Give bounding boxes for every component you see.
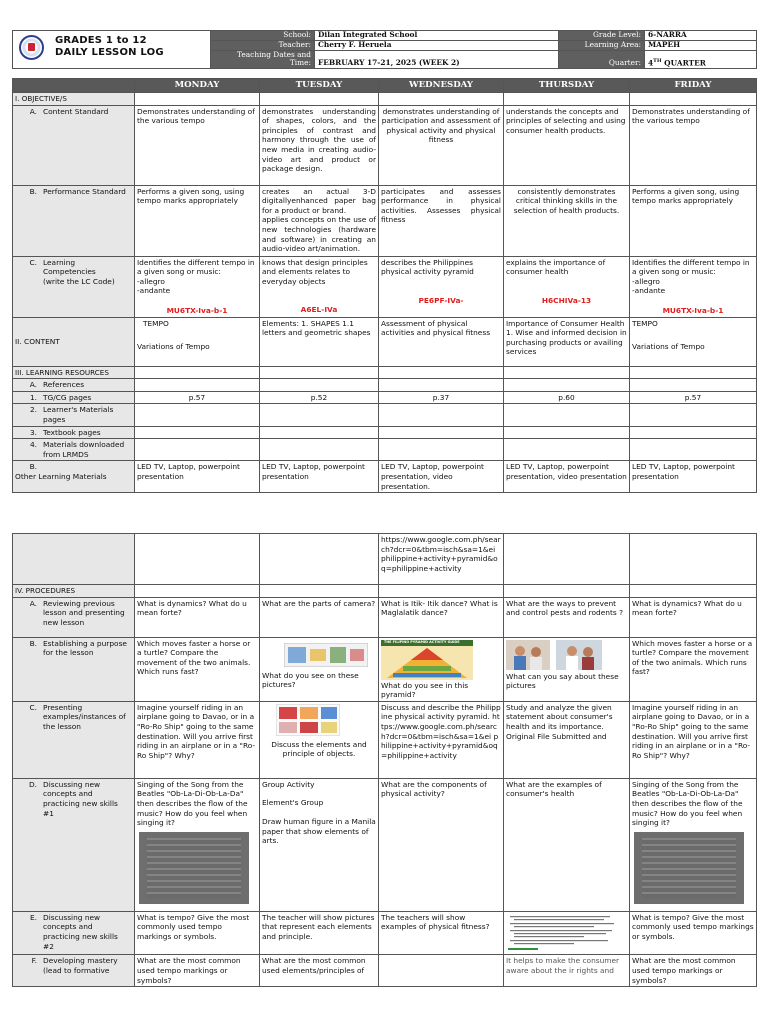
cell-competency-tue: knows that design principles and elements relates to everyday objects A6EL-IVa	[260, 256, 379, 317]
cell-discussing1-fri: Singing of the Song from the Beatles "Ob-La-Di-Ob-La-Da" then describes the flow of the music? How do you feel when singing it?	[630, 778, 757, 911]
cell-discussing1-tue: Group Activity Element's Group Draw human figure in a Manila paper that show elements of arts.	[260, 778, 379, 911]
cell-discussing2-fri: What is tempo? Give the most commonly used tempo markings or symbols.	[630, 911, 757, 955]
cell-performance-mon: Performs a given song, using tempo marks appropriately	[135, 185, 260, 256]
quarter-value: 4TH QUARTER	[645, 50, 757, 69]
cell-performance-tue: creates an actual 3-D digitallyenhanced paper bag for a product or brand. applies concepts on the use of new technologies (hardware and software) in creating an audio-video art/animation.	[260, 185, 379, 256]
cell-presenting-mon: Imagine yourself riding in an airplane going to Davao, or in a "Ro-Ro Ship" going to the same destination. Will you arrive first riding in an airplane or in a "Ro-Ro Ship"? Why?	[135, 701, 260, 778]
school-value: Dilan Integrated School	[315, 31, 559, 41]
cell-tg-thu: p.60	[504, 391, 630, 404]
row-label-tg-pages: 1. TG/CG pages	[13, 391, 135, 404]
lc-code-wed: PE6PF-IVa-	[418, 295, 464, 305]
cell-materials-wed: LED TV, Laptop, powerpoint presentation, video presentation.	[379, 461, 504, 493]
cell-mastery-mon: What are the most common used tempo markings or symbols?	[135, 955, 260, 987]
section-content: II. CONTENT	[13, 317, 135, 366]
corner-cell	[13, 79, 135, 93]
cell-review-thu: What are the ways to prevent and control pests and rodents ?	[504, 597, 630, 637]
cell-purpose-wed: What do you see in this pyramid?	[379, 637, 504, 701]
consumer-health-bullets-image	[506, 913, 624, 951]
cell-presenting-fri: Imagine yourself riding in an airplane going to Davao, or in a "Ro-Ro Ship" going to the same destination. Will you arrive first riding in an airplane or in a "Ro-Ro Ship"? Why?	[630, 701, 757, 778]
dates-label: Teaching Dates and Time:	[211, 50, 315, 69]
cell-purpose-tue: What do you see on these pictures?	[260, 637, 379, 701]
cell-competency-thu: explains the importance of consumer health H6CHIVa-13	[504, 256, 630, 317]
cell-content-standard-tue: demonstrates understanding of shapes, colors, and the principles of contrast and harmony through the use of new media in creating audio-video art and product or package design.	[260, 105, 379, 185]
lc-code-thu: H6CHIVa-13	[541, 295, 592, 305]
consumer-health-pictures-image	[506, 640, 602, 670]
cell-performance-fri: Performs a given song, using tempo marks appropriately	[630, 185, 757, 256]
lesson-table-page1	[12, 78, 756, 493]
cell-mastery-tue: What are the most common used elements/principles of	[260, 955, 379, 987]
section-objectives: I. OBJECTIVE/S	[13, 93, 135, 106]
teacher-value: Cherry F. Heruela	[315, 40, 559, 50]
day-thursday: THURSDAY	[504, 79, 630, 93]
cell-discussing2-tue: The teacher will show pictures that represent each elements and principle.	[260, 911, 379, 955]
cell-competency-mon: Identifies the different tempo in a given song or music: -allegro -andante MU6TX-Iva-b-1	[135, 256, 260, 317]
row-label-presenting: C. Presenting examples/instances of the lesson	[13, 701, 135, 778]
cell-discussing2-wed: The teachers will show examples of physical fitness?	[379, 911, 504, 955]
row-label-other-materials: B.Other Learning Materials	[13, 461, 135, 493]
cell-purpose-thu: What can you say about these pictures	[504, 637, 630, 701]
cell-content-standard-thu: understands the concepts and principles of selecting and using consumer health products.	[504, 105, 630, 185]
section-procedures: IV. PROCEDURES	[13, 585, 135, 598]
dates-value: FEBRUARY 17-21, 2025 (WEEK 2)	[315, 50, 559, 69]
cell-content-tue: Elements: 1. SHAPES 1.1 letters and geometric shapes	[260, 317, 379, 366]
cell-mastery-thu: It helps to make the consumer aware about the ir rights and	[504, 955, 630, 987]
day-friday: FRIDAY	[630, 79, 757, 93]
cell-performance-wed: participates and assesses performance in physical activities. Assesses physical fitness	[379, 185, 504, 256]
song-lyrics-image	[634, 832, 744, 904]
header-logo-block	[13, 31, 211, 69]
cell-competency-fri: Identifies the different tempo in a given song or music: -allegro -andante MU6TX-Iva-b-1	[630, 256, 757, 317]
row-label-discussing-2: E. Discussing new concepts and practicing new skills #2	[13, 911, 135, 955]
row-label-learning-competencies: C. Learning Competencies (write the LC Code)	[13, 256, 135, 317]
shapes-pictures-image	[284, 643, 368, 667]
row-label-reviewing: A. Reviewing previous lesson and presenting new lesson	[13, 597, 135, 637]
cell-content-wed: Assessment of physical activities and physical fitness	[379, 317, 504, 366]
cell-review-tue: What are the parts of camera?	[260, 597, 379, 637]
cell-content-standard-fri: Demonstrates understanding of the various tempo	[630, 105, 757, 185]
cell-content-standard-wed: demonstrates understanding of participation and assessment of physical activity and physical fitness	[379, 105, 504, 185]
elements-principles-image	[276, 704, 340, 736]
cell-content-mon: TEMPO Variations of Tempo	[135, 317, 260, 366]
lesson-table-page2	[12, 533, 756, 987]
cell-tg-wed: p.37	[379, 391, 504, 404]
area-label: Learning Area:	[559, 40, 645, 50]
lc-code-tue: A6EL-IVa	[300, 305, 338, 315]
row-label-purpose: B. Establishing a purpose for the lesson	[13, 637, 135, 701]
row-label-discussing-1: D. Discussing new concepts and practicing new skills #1	[13, 778, 135, 911]
lesson-log-header	[12, 30, 756, 69]
cell-mastery-wed	[379, 955, 504, 987]
cell-mastery-fri: What are the most common used tempo markings or symbols?	[630, 955, 757, 987]
cell-materials-thu: LED TV, Laptop, powerpoint presentation, video presentation	[504, 461, 630, 493]
cell-competency-wed: describes the Philippines physical activity pyramid PE6PF-IVa-	[379, 256, 504, 317]
teacher-label: Teacher:	[211, 40, 315, 50]
deped-seal-icon	[19, 35, 44, 60]
cell-purpose-mon: Which moves faster a horse or a turtle? Compare the movement of the two animals. Which runs fast?	[135, 637, 260, 701]
cell-presenting-tue: Discuss the elements and principle of objects.	[260, 701, 379, 778]
title-grades: GRADES 1 to 12	[55, 35, 147, 46]
title-daily-lesson-log: DAILY LESSON LOG	[55, 47, 164, 58]
cell-review-fri: What is dynamics? What do u mean forte?	[630, 597, 757, 637]
cell-content-thu: Importance of Consumer Health 1. Wise and informed decision in purchasing products or availing services	[504, 317, 630, 366]
row-label-textbook-pages: 3. Textbook pages	[13, 426, 135, 439]
cell-url-wed: https://www.google.com.ph/search?dcr=0&tbm=isch&sa=1&ei philippine+activity+pyramid&oq=philippine+activity	[379, 534, 504, 585]
cell-content-fri: TEMPO Variations of Tempo	[630, 317, 757, 366]
song-lyrics-image	[139, 832, 249, 904]
row-label-content-standard: A. Content Standard	[13, 105, 135, 185]
cell-materials-mon: LED TV, Laptop, powerpoint presentation	[135, 461, 260, 493]
cell-purpose-fri: Which moves faster a horse or a turtle? Compare the movement of the two animals. Which runs fast?	[630, 637, 757, 701]
row-label-learners-materials: 2. Learner's Materials pages	[13, 404, 135, 426]
school-label: School:	[211, 31, 315, 41]
lc-code-mon: MU6TX-Iva-b-1	[166, 305, 228, 315]
row-label-developing-mastery: F. Developing mastery (lead to formative	[13, 955, 135, 987]
day-tuesday: TUESDAY	[260, 79, 379, 93]
cell-materials-fri: LED TV, Laptop, powerpoint presentation	[630, 461, 757, 493]
cell-presenting-wed: Discuss and describe the Philippine physical activity pyramid. https://www.google.com.ph/search?dcr=0&tbm=isch&sa=1&ei philippine+activity+pyramid&oq=philippine+activity	[379, 701, 504, 778]
quarter-label: Quarter:	[559, 50, 645, 69]
grade-value: 6-NARRA	[645, 31, 757, 41]
cell-materials-tue: LED TV, Laptop, powerpoint presentation	[260, 461, 379, 493]
area-value: MAPEH	[645, 40, 757, 50]
grade-label: Grade Level:	[559, 31, 645, 41]
cell-performance-thu: consistently demonstrates critical thinking skills in the selection of health products.	[504, 185, 630, 256]
row-label-lrmds: 4. Materials downloaded from LRMDS	[13, 439, 135, 461]
cell-discussing1-wed: What are the components of physical activity?	[379, 778, 504, 911]
cell-tg-fri: p.57	[630, 391, 757, 404]
activity-pyramid-image	[381, 640, 473, 680]
day-monday: MONDAY	[135, 79, 260, 93]
cell-tg-mon: p.57	[135, 391, 260, 404]
lc-code-fri: MU6TX-Iva-b-1	[662, 305, 724, 315]
cell-discussing2-mon: What is tempo? Give the most commonly used tempo markings or symbols.	[135, 911, 260, 955]
cell-discussing1-mon: Singing of the Song from the Beatles "Ob-La-Di-Ob-La-Da" then describes the flow of the music? How do you feel when singing it?	[135, 778, 260, 911]
cell-discussing1-thu: What are the examples of consumer's health	[504, 778, 630, 911]
row-label-references: A. References	[13, 379, 135, 392]
cell-tg-tue: p.52	[260, 391, 379, 404]
cell-presenting-thu: Study and analyze the given statement about consumer's health and its importance. Original File Submitted and	[504, 701, 630, 778]
cell-content-standard-mon: Demonstrates understanding of the various tempo	[135, 105, 260, 185]
cell-discussing2-thu	[504, 911, 630, 955]
section-learning-resources: III. LEARNING RESOURCES	[13, 366, 135, 379]
day-wednesday: WEDNESDAY	[379, 79, 504, 93]
row-label-performance-standard: B. Performance Standard	[13, 185, 135, 256]
cell-review-wed: What is Itik- Itik dance? What is Maglalatik dance?	[379, 597, 504, 637]
cell-review-mon: What is dynamics? What do u mean forte?	[135, 597, 260, 637]
